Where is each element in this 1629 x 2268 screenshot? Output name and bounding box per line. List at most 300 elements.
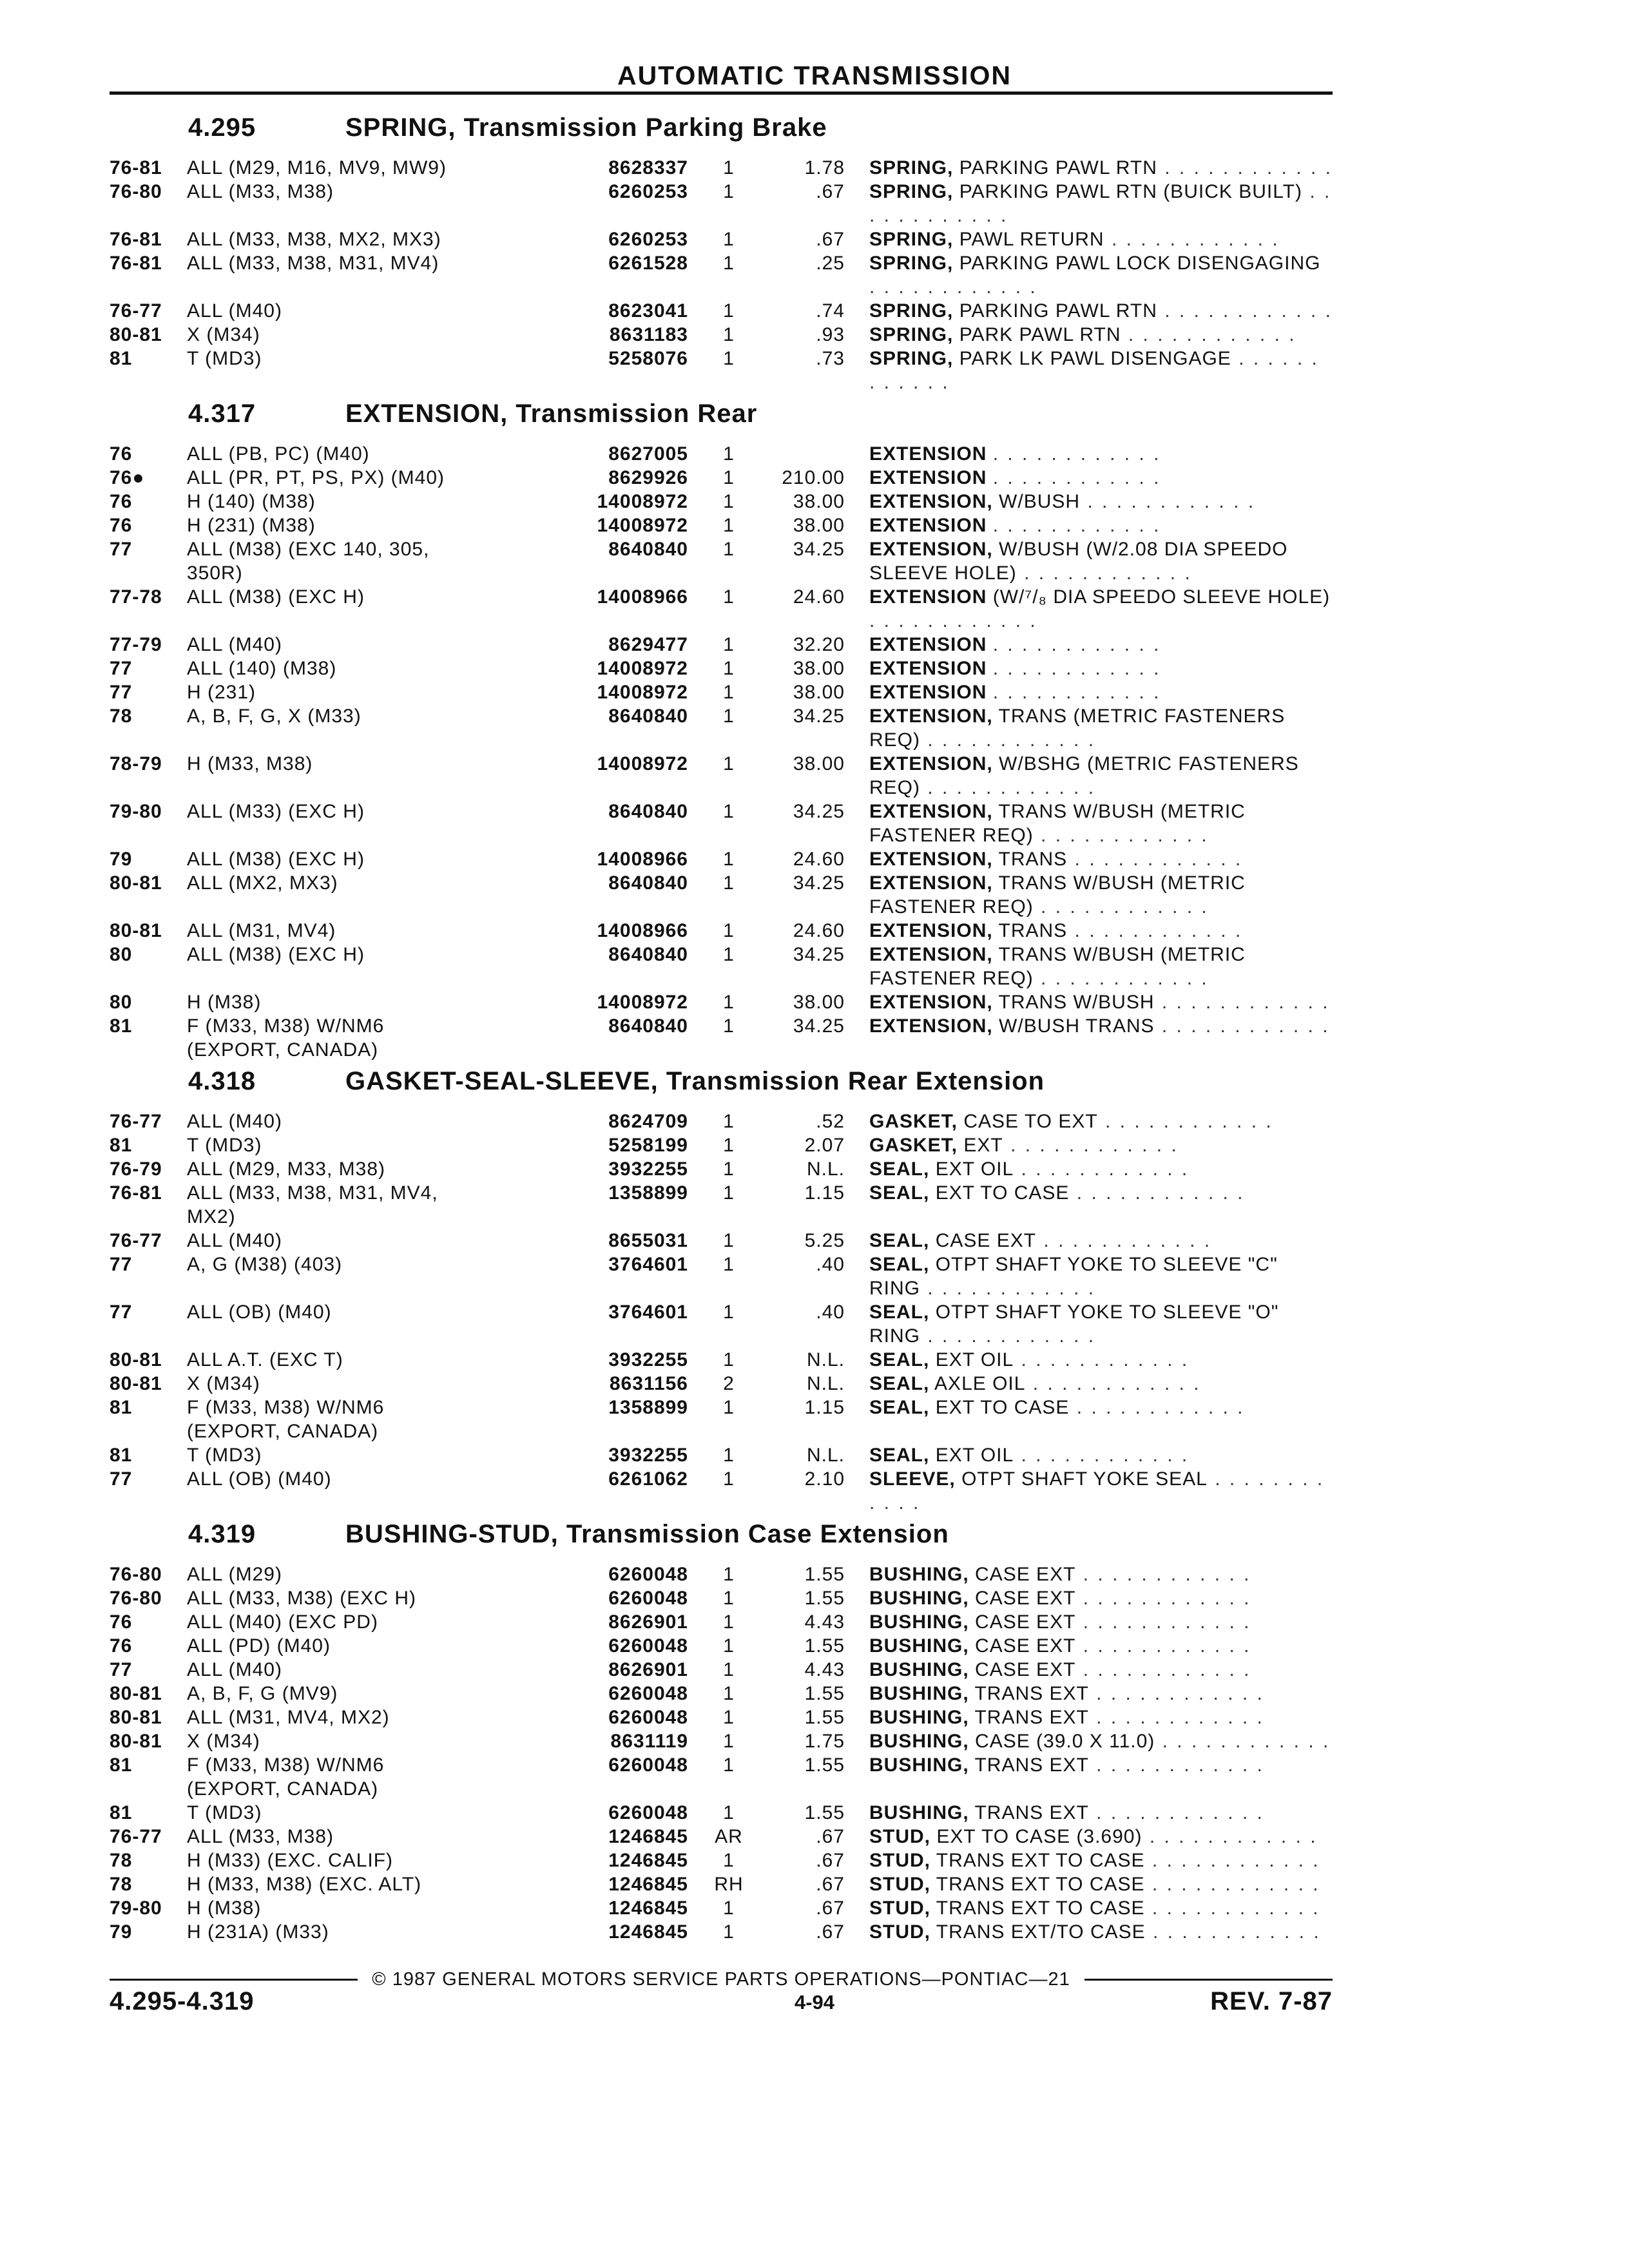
model-year: 77 xyxy=(110,1468,133,1490)
leader-dots: . . . . . . . . . . . . xyxy=(869,276,1037,298)
parts-row xyxy=(110,1729,1333,1753)
price: 24.60 xyxy=(793,920,845,941)
model-application: ALL (M33, M38) (EXC H) xyxy=(187,1588,416,1609)
parts-row xyxy=(110,1014,1333,1062)
leader-dots: . . . . . . . . . . . . xyxy=(1075,1588,1251,1609)
part-number: 8623041 xyxy=(608,300,688,322)
leader-dots: . . . . . . . . . . . . xyxy=(869,1468,1325,1514)
quantity: 1 xyxy=(723,1635,735,1657)
model-application: ALL (M33) (EXC H) xyxy=(187,801,365,822)
model-year: 77 xyxy=(110,1302,133,1323)
part-detail: OTPT SHAFT YOKE TO SLEEVE "O" RING xyxy=(869,1302,1279,1347)
part-description xyxy=(869,1634,1333,1658)
part-detail: EXT OIL xyxy=(935,1445,1014,1466)
part-description xyxy=(869,180,1333,227)
part-number: 1246845 xyxy=(608,1874,688,1895)
part-name: BUSHING, xyxy=(869,1635,969,1657)
parts-row xyxy=(110,347,1333,394)
parts-row xyxy=(110,847,1333,871)
part-detail: W/BUSH TRANS xyxy=(999,1015,1155,1037)
model-application: H (231A) (M33) xyxy=(187,1921,329,1943)
price: 34.25 xyxy=(793,801,845,822)
model-application: ALL (M40) xyxy=(187,1659,282,1680)
part-number: 1246845 xyxy=(608,1921,688,1943)
leader-dots: . . . . . . . . . . . . xyxy=(992,634,1161,655)
model-year: 76 xyxy=(110,443,133,465)
part-description xyxy=(869,251,1333,299)
part-name: EXTENSION xyxy=(869,443,987,465)
parts-row xyxy=(110,1396,1333,1443)
parts-row xyxy=(110,704,1333,752)
part-number: 14008966 xyxy=(597,920,688,941)
part-name: EXTENSION xyxy=(869,634,987,655)
price: 1.55 xyxy=(804,1635,845,1657)
part-name: GASKET, xyxy=(869,1111,958,1132)
part-number: 6260048 xyxy=(608,1635,688,1657)
price: 24.60 xyxy=(793,849,845,870)
price: .73 xyxy=(816,348,845,369)
part-description xyxy=(869,347,1333,394)
parts-row xyxy=(110,227,1333,251)
leader-dots: . . . . . . . . . . . . xyxy=(1036,1230,1212,1251)
part-detail: W/BSHG (METRIC FASTENERS REQ) xyxy=(869,753,1299,798)
part-name: SPRING, xyxy=(869,181,954,202)
part-name: EXTENSION xyxy=(869,467,987,488)
section-heading xyxy=(110,1062,1333,1110)
model-year: 81 xyxy=(110,348,133,369)
price: .67 xyxy=(816,1921,845,1943)
model-application: ALL (M40) (EXC PD) xyxy=(187,1611,378,1633)
leader-dots: . . . . . . . . . . . . xyxy=(992,658,1161,679)
model-year: 80-81 xyxy=(110,872,162,894)
leader-dots: . . . . . . . . . . . . xyxy=(1014,1445,1190,1466)
parts-row xyxy=(110,1586,1333,1610)
model-application: A, B, F, G (MV9) xyxy=(187,1683,338,1704)
part-number: 3764601 xyxy=(608,1302,688,1323)
leader-dots: . . . . . . . . . . . . xyxy=(1016,562,1192,584)
quantity: 1 xyxy=(723,300,735,322)
price: 34.25 xyxy=(793,872,845,894)
part-detail: TRANS W/BUSH (METRIC FASTENER REQ) xyxy=(869,944,1246,989)
leader-dots: . . . . . . . . . . . . xyxy=(1075,1611,1251,1633)
price: 38.00 xyxy=(793,658,845,679)
section-heading xyxy=(110,394,1333,442)
part-number: 8631119 xyxy=(610,1731,688,1752)
model-application: H (231) (M38) xyxy=(187,515,316,536)
quantity: 1 xyxy=(723,1802,735,1823)
part-detail: CASE EXT xyxy=(975,1611,1076,1633)
part-description xyxy=(869,585,1333,633)
part-description xyxy=(869,1181,1333,1229)
part-name: GASKET, xyxy=(869,1135,958,1156)
part-description xyxy=(869,847,1333,871)
quantity: 1 xyxy=(723,229,735,250)
model-application: X (M34) xyxy=(187,1731,260,1752)
part-detail: TRANS EXT TO CASE xyxy=(936,1898,1145,1919)
parts-row xyxy=(110,490,1333,514)
quantity: 1 xyxy=(723,515,735,536)
part-description xyxy=(869,1157,1333,1181)
quantity: 1 xyxy=(723,253,735,274)
parts-row xyxy=(110,1443,1333,1467)
price: 1.55 xyxy=(804,1564,845,1585)
parts-row xyxy=(110,466,1333,490)
part-description xyxy=(869,1300,1333,1348)
part-number: 3932255 xyxy=(608,1349,688,1370)
section-number: 4.319 xyxy=(188,1520,256,1548)
leader-dots: . . . . . . . . . . . . xyxy=(1075,1635,1251,1657)
model-year: 81 xyxy=(110,1015,133,1037)
part-name: EXTENSION, xyxy=(869,849,993,870)
model-application: ALL (M29, M33, M38) xyxy=(187,1158,385,1180)
page-number: 4-94 xyxy=(794,1991,835,2013)
parts-listing xyxy=(110,108,1333,1944)
part-description xyxy=(869,633,1333,657)
price: 4.43 xyxy=(804,1611,845,1633)
price xyxy=(769,442,845,466)
part-description xyxy=(869,1253,1333,1300)
part-name: STUD, xyxy=(869,1898,930,1919)
price: 210.00 xyxy=(782,467,845,488)
model-application: H (231) xyxy=(187,682,256,703)
model-application: F (M33, M38) W/NM6 (EXPORT, CANADA) xyxy=(187,1754,385,1800)
model-application: ALL (M38) (EXC H) xyxy=(187,849,365,870)
model-application: H (M33) (EXC. CALIF) xyxy=(187,1850,394,1871)
parts-row xyxy=(110,1157,1333,1181)
model-year: 77-78 xyxy=(110,586,162,608)
section-number: 4.295 xyxy=(188,113,256,142)
price: 4.43 xyxy=(804,1659,845,1680)
model-year: 79 xyxy=(110,1921,133,1943)
leader-dots: . . . . . . . . . . . . xyxy=(1145,1921,1321,1943)
part-description xyxy=(869,704,1333,752)
price: 38.00 xyxy=(793,682,845,703)
model-application: H (M33, M38) xyxy=(187,753,313,774)
part-description xyxy=(869,156,1333,180)
part-detail: TRANS (METRIC FASTENERS REQ) xyxy=(869,706,1286,751)
part-number: 3932255 xyxy=(608,1445,688,1466)
part-description xyxy=(869,871,1333,919)
quantity: 1 xyxy=(723,1230,735,1251)
quantity: 1 xyxy=(723,1588,735,1609)
price: 34.25 xyxy=(793,1015,845,1037)
parts-row xyxy=(110,1801,1333,1825)
part-description xyxy=(869,1872,1333,1896)
parts-row xyxy=(110,156,1333,180)
part-number: 14008972 xyxy=(597,658,688,679)
parts-row xyxy=(110,1896,1333,1920)
quantity: 1 xyxy=(723,586,735,608)
leader-dots: . . . . . . . . . . . . xyxy=(1097,1111,1273,1132)
model-year: 80-81 xyxy=(110,1373,162,1394)
part-description xyxy=(869,1586,1333,1610)
part-detail: EXT TO CASE xyxy=(935,1397,1070,1418)
model-year: 76● xyxy=(110,467,145,488)
parts-row xyxy=(110,1348,1333,1372)
quantity: 1 xyxy=(723,1898,735,1919)
price: 34.25 xyxy=(793,706,845,727)
leader-dots: . . . . . . . . . . . . xyxy=(1075,1659,1251,1680)
quantity: 1 xyxy=(723,1731,735,1752)
price: 2.10 xyxy=(804,1468,845,1490)
leader-dots: . . . . . . . . . . . . xyxy=(1088,1683,1264,1704)
leader-dots: . . . . . . . . . . . . xyxy=(1025,1373,1201,1394)
part-number: 8640840 xyxy=(608,872,688,894)
model-year: 78 xyxy=(110,1874,133,1895)
leader-dots: . . . . . . . . . . . . xyxy=(1014,1349,1190,1370)
part-detail: (W/⁷/₈ DIA SPEEDO SLEEVE HOLE) xyxy=(992,586,1331,608)
model-application: F (M33, M38) W/NM6 (EXPORT, CANADA) xyxy=(187,1397,385,1442)
part-name: STUD, xyxy=(869,1921,930,1943)
part-name: SEAL, xyxy=(869,1182,930,1204)
quantity: 1 xyxy=(723,443,735,465)
part-name: EXTENSION xyxy=(869,515,987,536)
part-number: 8624709 xyxy=(608,1111,688,1132)
part-number: 1246845 xyxy=(608,1826,688,1847)
price: .74 xyxy=(816,300,845,322)
leader-dots: . . . . . . . . . . . . xyxy=(1080,491,1256,512)
part-name: BUSHING, xyxy=(869,1564,969,1585)
part-number: 6260253 xyxy=(608,181,688,202)
part-detail: EXT OIL xyxy=(935,1349,1014,1370)
quantity: 1 xyxy=(723,872,735,894)
model-year: 76-77 xyxy=(110,1826,162,1847)
model-year: 77 xyxy=(110,658,133,679)
part-name: SPRING, xyxy=(869,157,954,178)
part-name: SEAL, xyxy=(869,1254,930,1275)
model-application: ALL (M40) xyxy=(187,1111,282,1132)
model-application: ALL (M40) xyxy=(187,300,282,322)
price: 1.55 xyxy=(804,1588,845,1609)
leader-dots: . . . . . . . . . . . . xyxy=(1157,300,1333,322)
price: .67 xyxy=(816,1826,845,1847)
footer-rule-left xyxy=(110,1979,358,1981)
leader-dots: . . . . . . . . . . . . xyxy=(1144,1874,1320,1895)
quantity: 1 xyxy=(723,1254,735,1275)
part-name: EXTENSION, xyxy=(869,491,993,512)
leader-dots: . . . . . . . . . . . . xyxy=(1003,1135,1179,1156)
leader-dots: . . . . . . . . . . . . xyxy=(1069,1397,1245,1418)
part-number: 6260253 xyxy=(608,229,688,250)
part-detail: CASE EXT xyxy=(975,1588,1076,1609)
part-number: 8655031 xyxy=(608,1230,688,1251)
part-description xyxy=(869,657,1333,680)
part-detail: PARKING PAWL RTN xyxy=(959,157,1157,178)
price: 1.55 xyxy=(804,1754,845,1776)
model-application: ALL (140) (M38) xyxy=(187,658,337,679)
model-application: ALL (OB) (M40) xyxy=(187,1302,332,1323)
quantity: 1 xyxy=(723,1135,735,1156)
part-number: 6260048 xyxy=(608,1707,688,1728)
part-description xyxy=(869,943,1333,990)
parts-row xyxy=(110,1920,1333,1944)
part-description xyxy=(869,1801,1333,1825)
part-number: 8629477 xyxy=(608,634,688,655)
part-name: STUD, xyxy=(869,1850,930,1871)
quantity: 1 xyxy=(723,348,735,369)
part-description xyxy=(869,1896,1333,1920)
leader-dots: . . . . . . . . . . . . xyxy=(1033,896,1209,918)
model-year: 76 xyxy=(110,1611,133,1633)
section-heading xyxy=(110,108,1333,156)
quantity: AR xyxy=(715,1826,743,1847)
part-number: 8640840 xyxy=(608,944,688,965)
quantity: 1 xyxy=(723,849,735,870)
part-number: 6260048 xyxy=(608,1564,688,1585)
quantity: 1 xyxy=(723,1564,735,1585)
model-application: F (M33, M38) W/NM6 (EXPORT, CANADA) xyxy=(187,1015,385,1061)
leader-dots: . . . . . . . . . . . . xyxy=(1104,229,1280,250)
part-description xyxy=(869,1396,1333,1443)
part-description xyxy=(869,1658,1333,1682)
model-year: 76-80 xyxy=(110,1588,162,1609)
part-number: 8626901 xyxy=(608,1611,688,1633)
model-application: ALL (OB) (M40) xyxy=(187,1468,332,1490)
parts-row xyxy=(110,919,1333,943)
leader-dots: . . . . . . . . . . . . xyxy=(1155,1731,1331,1752)
title-rule xyxy=(110,91,1333,95)
part-detail: OTPT SHAFT YOKE TO SLEEVE "C" RING xyxy=(869,1254,1278,1299)
model-year: 76-77 xyxy=(110,300,162,322)
price: .67 xyxy=(816,1874,845,1895)
quantity: 1 xyxy=(723,920,735,941)
price: N.L. xyxy=(806,1373,845,1394)
parts-row xyxy=(110,1825,1333,1849)
price: 2.07 xyxy=(804,1135,845,1156)
model-application: A, B, F, G, X (M33) xyxy=(187,706,361,727)
model-year: 80-81 xyxy=(110,1731,162,1752)
quantity: 1 xyxy=(723,706,735,727)
part-number: 14008966 xyxy=(597,586,688,608)
price: .67 xyxy=(816,229,845,250)
model-year: 76-81 xyxy=(110,229,162,250)
quantity: 1 xyxy=(723,1182,735,1204)
part-name: EXTENSION xyxy=(869,586,987,608)
model-year: 76 xyxy=(110,1635,133,1657)
model-application: X (M34) xyxy=(187,324,260,345)
price: 38.00 xyxy=(793,753,845,774)
quantity: 1 xyxy=(723,1611,735,1633)
model-year: 77 xyxy=(110,1254,133,1275)
price: N.L. xyxy=(806,1158,845,1180)
part-number: 8629926 xyxy=(608,467,688,488)
model-application: H (M33, M38) (EXC. ALT) xyxy=(187,1874,422,1895)
part-detail: EXT xyxy=(963,1135,1003,1156)
parts-row xyxy=(110,1849,1333,1872)
part-name: BUSHING, xyxy=(869,1683,969,1704)
price: .67 xyxy=(816,181,845,202)
leader-dots: . . . . . . . . . . . . xyxy=(1033,968,1209,989)
part-name: SPRING, xyxy=(869,229,954,250)
leader-dots: . . . . . . . . . . . . xyxy=(1144,1850,1320,1871)
quantity: 1 xyxy=(723,753,735,774)
part-number: 3764601 xyxy=(608,1254,688,1275)
model-year: 77-79 xyxy=(110,634,162,655)
model-application: H (M38) xyxy=(187,1898,262,1919)
model-application: ALL (M29) xyxy=(187,1564,282,1585)
part-detail: TRANS W/BUSH xyxy=(998,992,1155,1013)
parts-row xyxy=(110,1658,1333,1682)
quantity: 1 xyxy=(723,181,735,202)
part-name: SEAL, xyxy=(869,1373,930,1394)
parts-row xyxy=(110,299,1333,323)
model-year: 80-81 xyxy=(110,1349,162,1370)
part-description xyxy=(869,990,1333,1014)
part-name: SEAL, xyxy=(869,1158,930,1180)
part-detail: CASE EXT xyxy=(975,1659,1076,1680)
page-title: AUTOMATIC TRANSMISSION xyxy=(617,61,1012,90)
parts-row xyxy=(110,1562,1333,1586)
part-description xyxy=(869,1729,1333,1753)
price: 34.25 xyxy=(793,539,845,560)
part-description xyxy=(869,537,1333,585)
model-application: ALL (M33, M38, M31, MV4) xyxy=(187,253,439,274)
part-name: EXTENSION, xyxy=(869,872,993,894)
part-name: EXTENSION xyxy=(869,658,987,679)
section-heading xyxy=(110,1515,1333,1562)
part-name: SEAL, xyxy=(869,1397,930,1418)
quantity: 1 xyxy=(723,1111,735,1132)
section-range: 4.295-4.319 xyxy=(110,1987,255,2015)
price: 1.55 xyxy=(804,1802,845,1823)
model-year: 79-80 xyxy=(110,801,162,822)
part-number: 14008972 xyxy=(597,515,688,536)
parts-row xyxy=(110,1253,1333,1300)
quantity: 2 xyxy=(723,1373,735,1394)
model-year: 80-81 xyxy=(110,324,162,345)
model-application: T (MD3) xyxy=(187,1135,262,1156)
part-number: 14008972 xyxy=(597,682,688,703)
part-number: 14008966 xyxy=(597,849,688,870)
part-detail: PARKING PAWL RTN xyxy=(959,300,1157,322)
part-detail: CASE EXT xyxy=(975,1564,1076,1585)
model-year: 79 xyxy=(110,849,133,870)
price: 5.25 xyxy=(804,1230,845,1251)
price: .25 xyxy=(816,253,845,274)
part-detail: EXT OIL xyxy=(935,1158,1014,1180)
price: 1.15 xyxy=(804,1397,845,1418)
part-description xyxy=(869,1610,1333,1634)
part-number: 6260048 xyxy=(608,1683,688,1704)
section-title: EXTENSION, Transmission Rear xyxy=(345,399,758,428)
leader-dots: . . . . . . . . . . . . xyxy=(1014,1158,1190,1180)
part-number: 8626901 xyxy=(608,1659,688,1680)
leader-dots: . . . . . . . . . . . . xyxy=(920,1278,1096,1299)
price: N.L. xyxy=(806,1445,845,1466)
part-detail: TRANS EXT TO CASE xyxy=(936,1874,1145,1895)
model-year: 81 xyxy=(110,1135,133,1156)
leader-dots: . . . . . . . . . . . . xyxy=(992,467,1161,488)
leader-dots: . . . . . . . . . . . . xyxy=(869,181,1332,226)
part-number: 8640840 xyxy=(608,706,688,727)
price: 1.75 xyxy=(804,1731,845,1752)
model-year: 79-80 xyxy=(110,1898,162,1919)
quantity: 1 xyxy=(723,658,735,679)
part-detail: TRANS xyxy=(998,920,1068,941)
parts-row xyxy=(110,657,1333,680)
parts-row xyxy=(110,1610,1333,1634)
part-name: EXTENSION, xyxy=(869,920,993,941)
part-description xyxy=(869,227,1333,251)
price: N.L. xyxy=(806,1349,845,1370)
parts-row xyxy=(110,323,1333,347)
quantity: 1 xyxy=(723,1921,735,1943)
parts-row xyxy=(110,800,1333,847)
parts-row xyxy=(110,943,1333,990)
model-application: H (140) (M38) xyxy=(187,491,316,512)
part-name: SPRING, xyxy=(869,324,954,345)
leader-dots: . . . . . . . . . . . . xyxy=(1088,1707,1264,1728)
